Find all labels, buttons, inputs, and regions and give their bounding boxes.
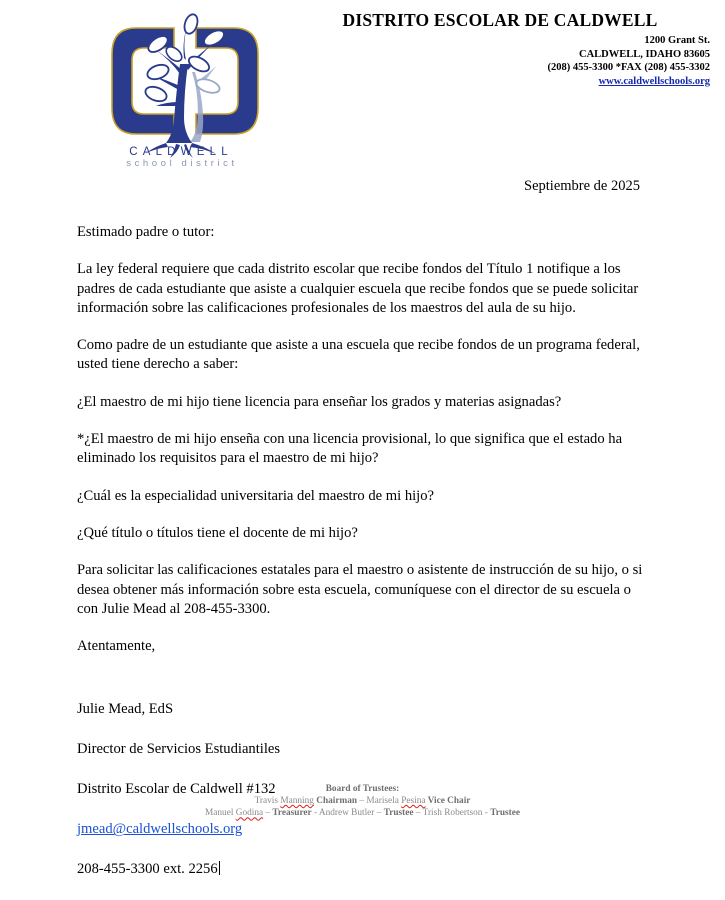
board-of-trustees-footer: [0, 783, 725, 820]
question-degrees: ¿Qué título o títulos tiene el docente de mi hijo?: [77, 524, 358, 541]
signer-phone-row: [77, 860, 648, 879]
signer-email-row: [77, 820, 648, 839]
signer-name: Julie Mead, EdS: [77, 701, 174, 718]
trustee-1-last: Manning: [280, 796, 314, 807]
trustee-2-role: Vice Chair: [425, 796, 471, 807]
letter-date: Septiembre de 2025: [524, 178, 640, 194]
closing: Atentamente,: [77, 638, 156, 655]
footer-trustees-line-1: [0, 795, 725, 807]
footer-heading: [0, 783, 725, 795]
footer-sep-1: – Marisela: [357, 796, 402, 807]
footer-sep-3: - Andrew Butler –: [311, 808, 384, 819]
trustee-3-last: Godina: [235, 808, 264, 819]
question-teacher-license: ¿El maestro de mi hijo tiene licencia para enseñar los grados y materias asignadas?: [77, 393, 562, 410]
trustee-4-role: Trustee: [383, 808, 414, 819]
signer-district: Distrito Escolar de Caldwell #132: [77, 781, 276, 798]
paragraph-right-to-know: Como padre de un estudiante que asiste a una escuela que recibe fondos de un programa federal, usted tiene derecho a saber:: [77, 337, 640, 373]
paragraph-how-to-request: Para solicitar las calificaciones estatales para el maestro o asistente de instrucción de su hijo, o si desea obtener más información sobre esta escuela, comuníquese con el director de su escuela o con Julie Mead al 208-455-3300.: [77, 562, 643, 617]
question-college-major: ¿Cuál es la especialidad universitaria del maestro de mi hijo?: [77, 487, 435, 504]
district-logo: [96, 10, 266, 170]
caldwell-school-district-logo-icon: [96, 10, 266, 170]
trustee-3-role: Treasurer: [272, 808, 312, 819]
trustee-2-last: Pesina: [401, 796, 426, 807]
signer-email-link[interactable]: jmead@caldwellschools.org: [77, 821, 243, 838]
trustee-5-role: Trustee: [490, 808, 520, 819]
trustee-1-first: Travis: [254, 796, 281, 807]
phone-and-fax: (208) 455-3300 *FAX (208) 455-3302: [547, 62, 710, 73]
logo-name-bottom: school district: [126, 158, 238, 169]
signer-phone: 208-455-3300 ext. 2256: [77, 861, 218, 878]
salutation: Estimado padre o tutor:: [77, 224, 215, 240]
organization-title: DISTRITO ESCOLAR DE CALDWELL: [342, 10, 658, 30]
footer-heading-text: Board of Trustees:: [325, 784, 400, 794]
website-link[interactable]: www.caldwellschools.org: [598, 75, 710, 87]
logo-name-top: CALDWELL: [129, 146, 233, 158]
letterhead: [0, 0, 725, 178]
address-street: 1200 Grant St.: [644, 35, 710, 46]
question-provisional-license: *¿El maestro de mi hijo enseña con una licencia provisional, lo que significa que el estado ha eliminado los requisitos para el maestro de mi hijo?: [77, 431, 623, 467]
footer-sep-2: –: [263, 808, 273, 819]
text-cursor: [219, 861, 220, 875]
footer-trustees-line-2: [0, 807, 725, 819]
signer-title: Director de Servicios Estudiantiles: [77, 741, 281, 758]
organization-contact-block: [290, 10, 710, 89]
footer-sep-4: – Trish Robertson -: [413, 808, 491, 819]
paragraph-federal-law: La ley federal requiere que cada distrito escolar que recibe fondos del Título 1 notifique a los padres de cada estudiante que asiste a cualquier escuela que recibe fondos que se puede solicitar información sobre las calificaciones profesionales de los maestros del aula de su hijo.: [77, 261, 639, 316]
trustee-1-role: Chairman: [313, 796, 358, 807]
address-city-state-zip: CALDWELL, IDAHO 83605: [579, 48, 710, 60]
trustee-3-first: Manuel: [205, 808, 236, 819]
